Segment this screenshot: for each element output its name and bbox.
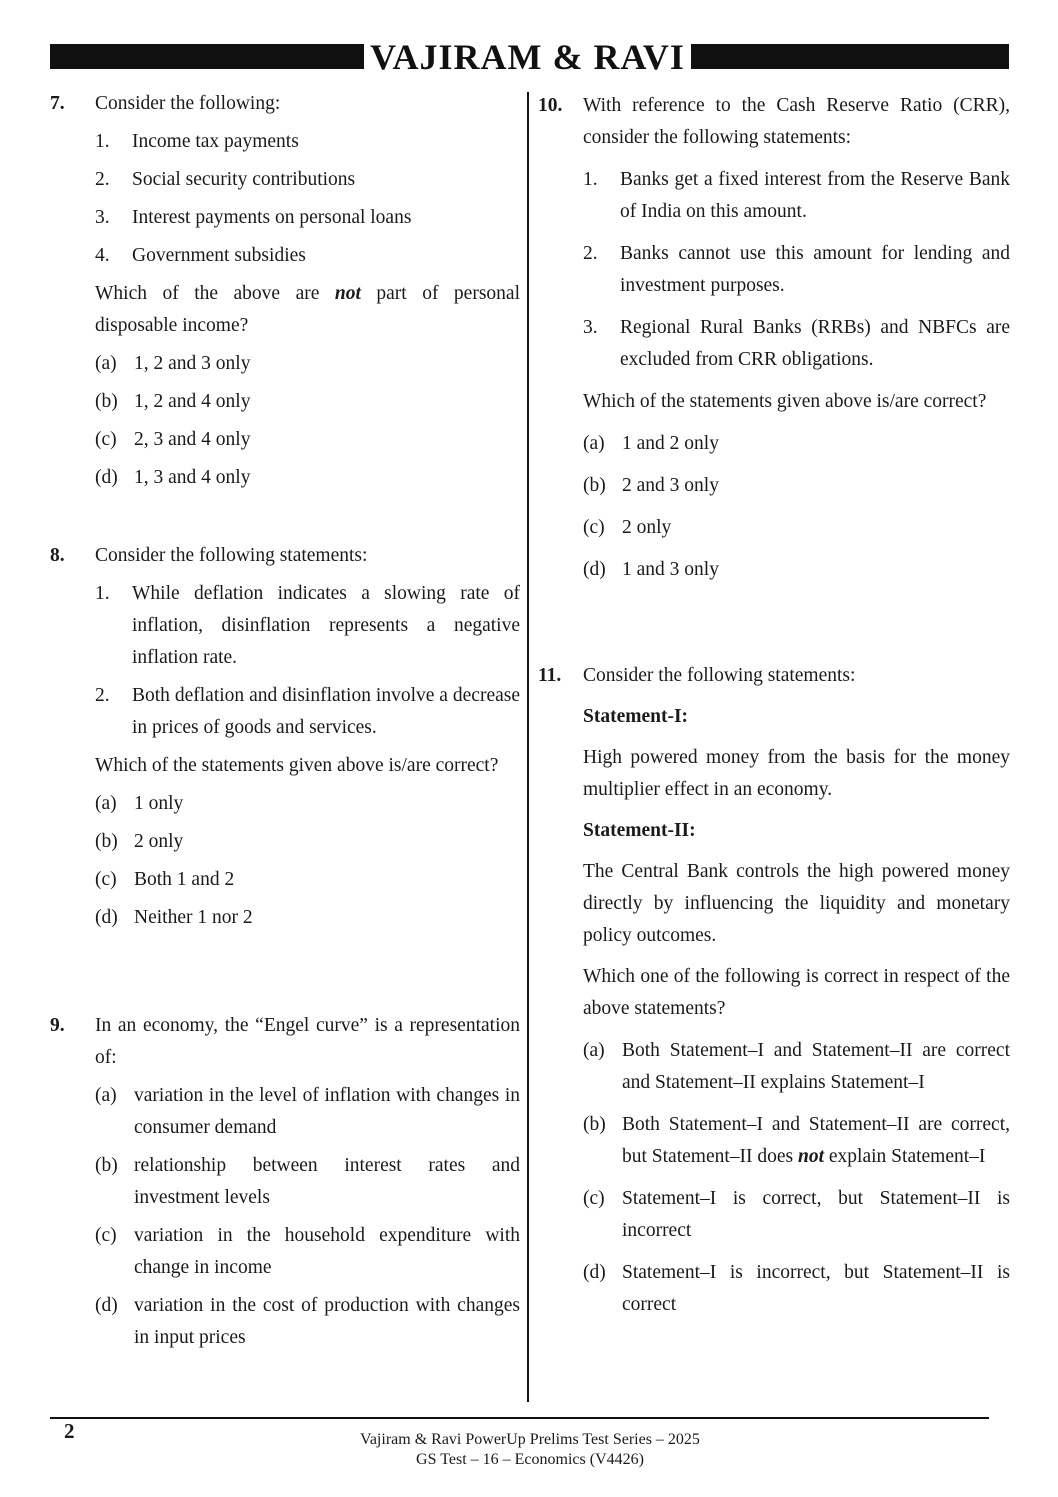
option-text: relationship between interest rates and investment levels (134, 1155, 520, 1208)
answer-option[interactable] (583, 1109, 1010, 1173)
answer-option[interactable] (583, 1257, 1010, 1321)
question-number: 10. (538, 95, 563, 116)
option-text: Both Statement–I and Statement–II are correct and Statement–II explains Statement–I (622, 1040, 1010, 1093)
question-body (95, 1010, 520, 1354)
item-text: Government subsidies (132, 245, 306, 266)
question-prompt (95, 278, 520, 342)
question-stem: In an economy, the “Engel curve” is a representation of: (95, 1015, 520, 1068)
option-text: 2, 3 and 4 only (134, 429, 251, 450)
statement-item (95, 202, 520, 234)
answer-option[interactable] (95, 462, 520, 494)
header-title: VAJIRAM & RAVI (370, 37, 685, 77)
footer-rule (50, 1417, 989, 1419)
option-text: 1 and 2 only (622, 433, 719, 454)
option-text: Statement–I is incorrect, but Statement–II is correct (622, 1262, 1010, 1315)
option-label: (c) (95, 1225, 117, 1246)
statement-item (583, 238, 1010, 302)
option-text: 1 only (134, 793, 184, 814)
question-stem: Consider the following statements: (583, 665, 856, 686)
item-number: 2. (95, 685, 110, 706)
option-text: Neither 1 nor 2 (134, 907, 253, 928)
option-label: (b) (583, 475, 606, 496)
option-label: (d) (95, 907, 118, 928)
option-text-part: explain Statement–I (824, 1146, 986, 1167)
option-label: (c) (95, 429, 117, 450)
question-stem: Consider the following: (95, 93, 281, 114)
option-text: 2 only (134, 831, 184, 852)
statement-item (95, 164, 520, 196)
option-label: (d) (95, 1295, 118, 1316)
item-text: Income tax payments (132, 131, 299, 152)
column-divider (527, 92, 529, 1402)
answer-option[interactable] (583, 428, 1010, 460)
item-number: 3. (583, 317, 598, 338)
option-text: 1, 2 and 3 only (134, 353, 251, 374)
statement-2-text: The Central Bank controls the high powered money directly by influencing the liquidity and monetary policy outcomes. (583, 861, 1010, 946)
answer-option[interactable] (583, 554, 1010, 586)
item-number: 1. (95, 583, 110, 604)
option-text: Statement–I is correct, but Statement–II is incorrect (622, 1188, 1010, 1241)
question-number: 9. (50, 1015, 65, 1036)
prompt-text: part of personal disposable income? (95, 283, 520, 336)
item-number: 1. (95, 131, 110, 152)
question-body (583, 660, 1010, 1321)
option-text: Both 1 and 2 (134, 869, 235, 890)
option-text: variation in the cost of production with changes in input prices (134, 1295, 520, 1348)
footer-test-title: GS Test – 16 – Economics (V4426) (416, 1451, 644, 1468)
option-label: (b) (583, 1114, 606, 1135)
item-text: Banks get a fixed interest from the Reserve Bank of India on this amount. (620, 169, 1010, 222)
option-label: (a) (95, 1085, 117, 1106)
answer-option[interactable] (95, 424, 520, 456)
footer-series-title: Vajiram & Ravi PowerUp Prelims Test Series – 2025 (360, 1431, 700, 1448)
question-stem: Consider the following statements: (95, 545, 368, 566)
question-body (95, 88, 520, 494)
answer-option[interactable] (583, 1035, 1010, 1099)
statement-item (95, 578, 520, 674)
option-text: 1, 3 and 4 only (134, 467, 251, 488)
option-label: (c) (95, 869, 117, 890)
answer-option[interactable] (95, 1290, 520, 1354)
answer-option[interactable] (583, 1183, 1010, 1247)
option-label: (d) (95, 467, 118, 488)
answer-option[interactable] (583, 512, 1010, 544)
item-text: Social security contributions (132, 169, 356, 190)
item-number: 1. (583, 169, 598, 190)
option-emphasis: not (798, 1146, 825, 1167)
question-10 (538, 90, 1010, 586)
option-label: (a) (583, 1040, 605, 1061)
option-label: (d) (583, 1262, 606, 1283)
statement-1-text: High powered money from the basis for the money multiplier effect in an economy. (583, 747, 1010, 800)
question-body (583, 90, 1010, 586)
option-text: 2 only (622, 517, 672, 538)
option-text: 2 and 3 only (622, 475, 719, 496)
option-label: (a) (95, 353, 117, 374)
question-stem: With reference to the Cash Reserve Ratio (CRR), consider the following statements: (583, 95, 1010, 148)
option-text-part: Both Statement–I and Statement–II are correct, but Statement–II does (622, 1114, 1010, 1167)
answer-option[interactable] (95, 1150, 520, 1214)
item-number: 2. (583, 243, 598, 264)
option-label: (a) (583, 433, 605, 454)
item-text: Banks cannot use this amount for lending and investment purposes. (620, 243, 1010, 296)
answer-option[interactable] (95, 902, 520, 934)
item-text: While deflation indicates a slowing rate of inflation, disinflation represents a negative inflation rate. (132, 583, 520, 668)
statement-item (95, 680, 520, 744)
answer-option[interactable] (95, 348, 520, 380)
question-number: 7. (50, 93, 65, 114)
option-label: (a) (95, 793, 117, 814)
option-text: 1, 2 and 4 only (134, 391, 251, 412)
statement-item (95, 126, 520, 158)
item-text: Interest payments on personal loans (132, 207, 412, 228)
answer-option[interactable] (95, 1080, 520, 1144)
answer-option[interactable] (95, 826, 520, 858)
answer-option[interactable] (95, 788, 520, 820)
question-prompt: Which one of the following is correct in respect of the above statements? (583, 966, 1010, 1019)
statement-1-heading: Statement-I: (583, 706, 689, 727)
option-label: (c) (583, 1188, 605, 1209)
option-label: (b) (95, 1155, 118, 1176)
answer-option[interactable] (583, 470, 1010, 502)
option-text: 1 and 3 only (622, 559, 719, 580)
answer-option[interactable] (95, 864, 520, 896)
question-7 (50, 88, 520, 494)
question-11 (538, 660, 1010, 1321)
item-number: 3. (95, 207, 110, 228)
statement-2-heading: Statement-II: (583, 820, 696, 841)
option-label: (d) (583, 559, 606, 580)
question-body (95, 540, 520, 934)
option-label: (b) (95, 391, 118, 412)
answer-option[interactable] (95, 1220, 520, 1284)
item-text: Both deflation and disinflation involve a decrease in prices of goods and services. (132, 685, 520, 738)
item-number: 2. (95, 169, 110, 190)
page-number: 2 (64, 1419, 75, 1443)
answer-option[interactable] (95, 386, 520, 418)
question-prompt: Which of the statements given above is/are correct? (95, 755, 499, 776)
question-number: 8. (50, 545, 65, 566)
prompt-emphasis: not (334, 283, 361, 304)
header-bar-left (50, 44, 364, 69)
question-8 (50, 540, 520, 934)
option-text (622, 1109, 1010, 1173)
statement-item (583, 312, 1010, 376)
header-bar-right (691, 44, 1009, 69)
question-number: 11. (538, 665, 562, 686)
item-number: 4. (95, 245, 110, 266)
item-text: Regional Rural Banks (RRBs) and NBFCs are excluded from CRR obligations. (620, 317, 1010, 370)
option-label: (c) (583, 517, 605, 538)
option-text: variation in the level of inflation with changes in consumer demand (134, 1085, 520, 1138)
question-9 (50, 1010, 520, 1354)
statement-item (583, 164, 1010, 228)
option-text: variation in the household expenditure with change in income (134, 1225, 520, 1278)
question-prompt: Which of the statements given above is/are correct? (583, 391, 987, 412)
option-label: (b) (95, 831, 118, 852)
statement-item (95, 240, 520, 272)
prompt-text: Which of the above are (95, 283, 335, 304)
